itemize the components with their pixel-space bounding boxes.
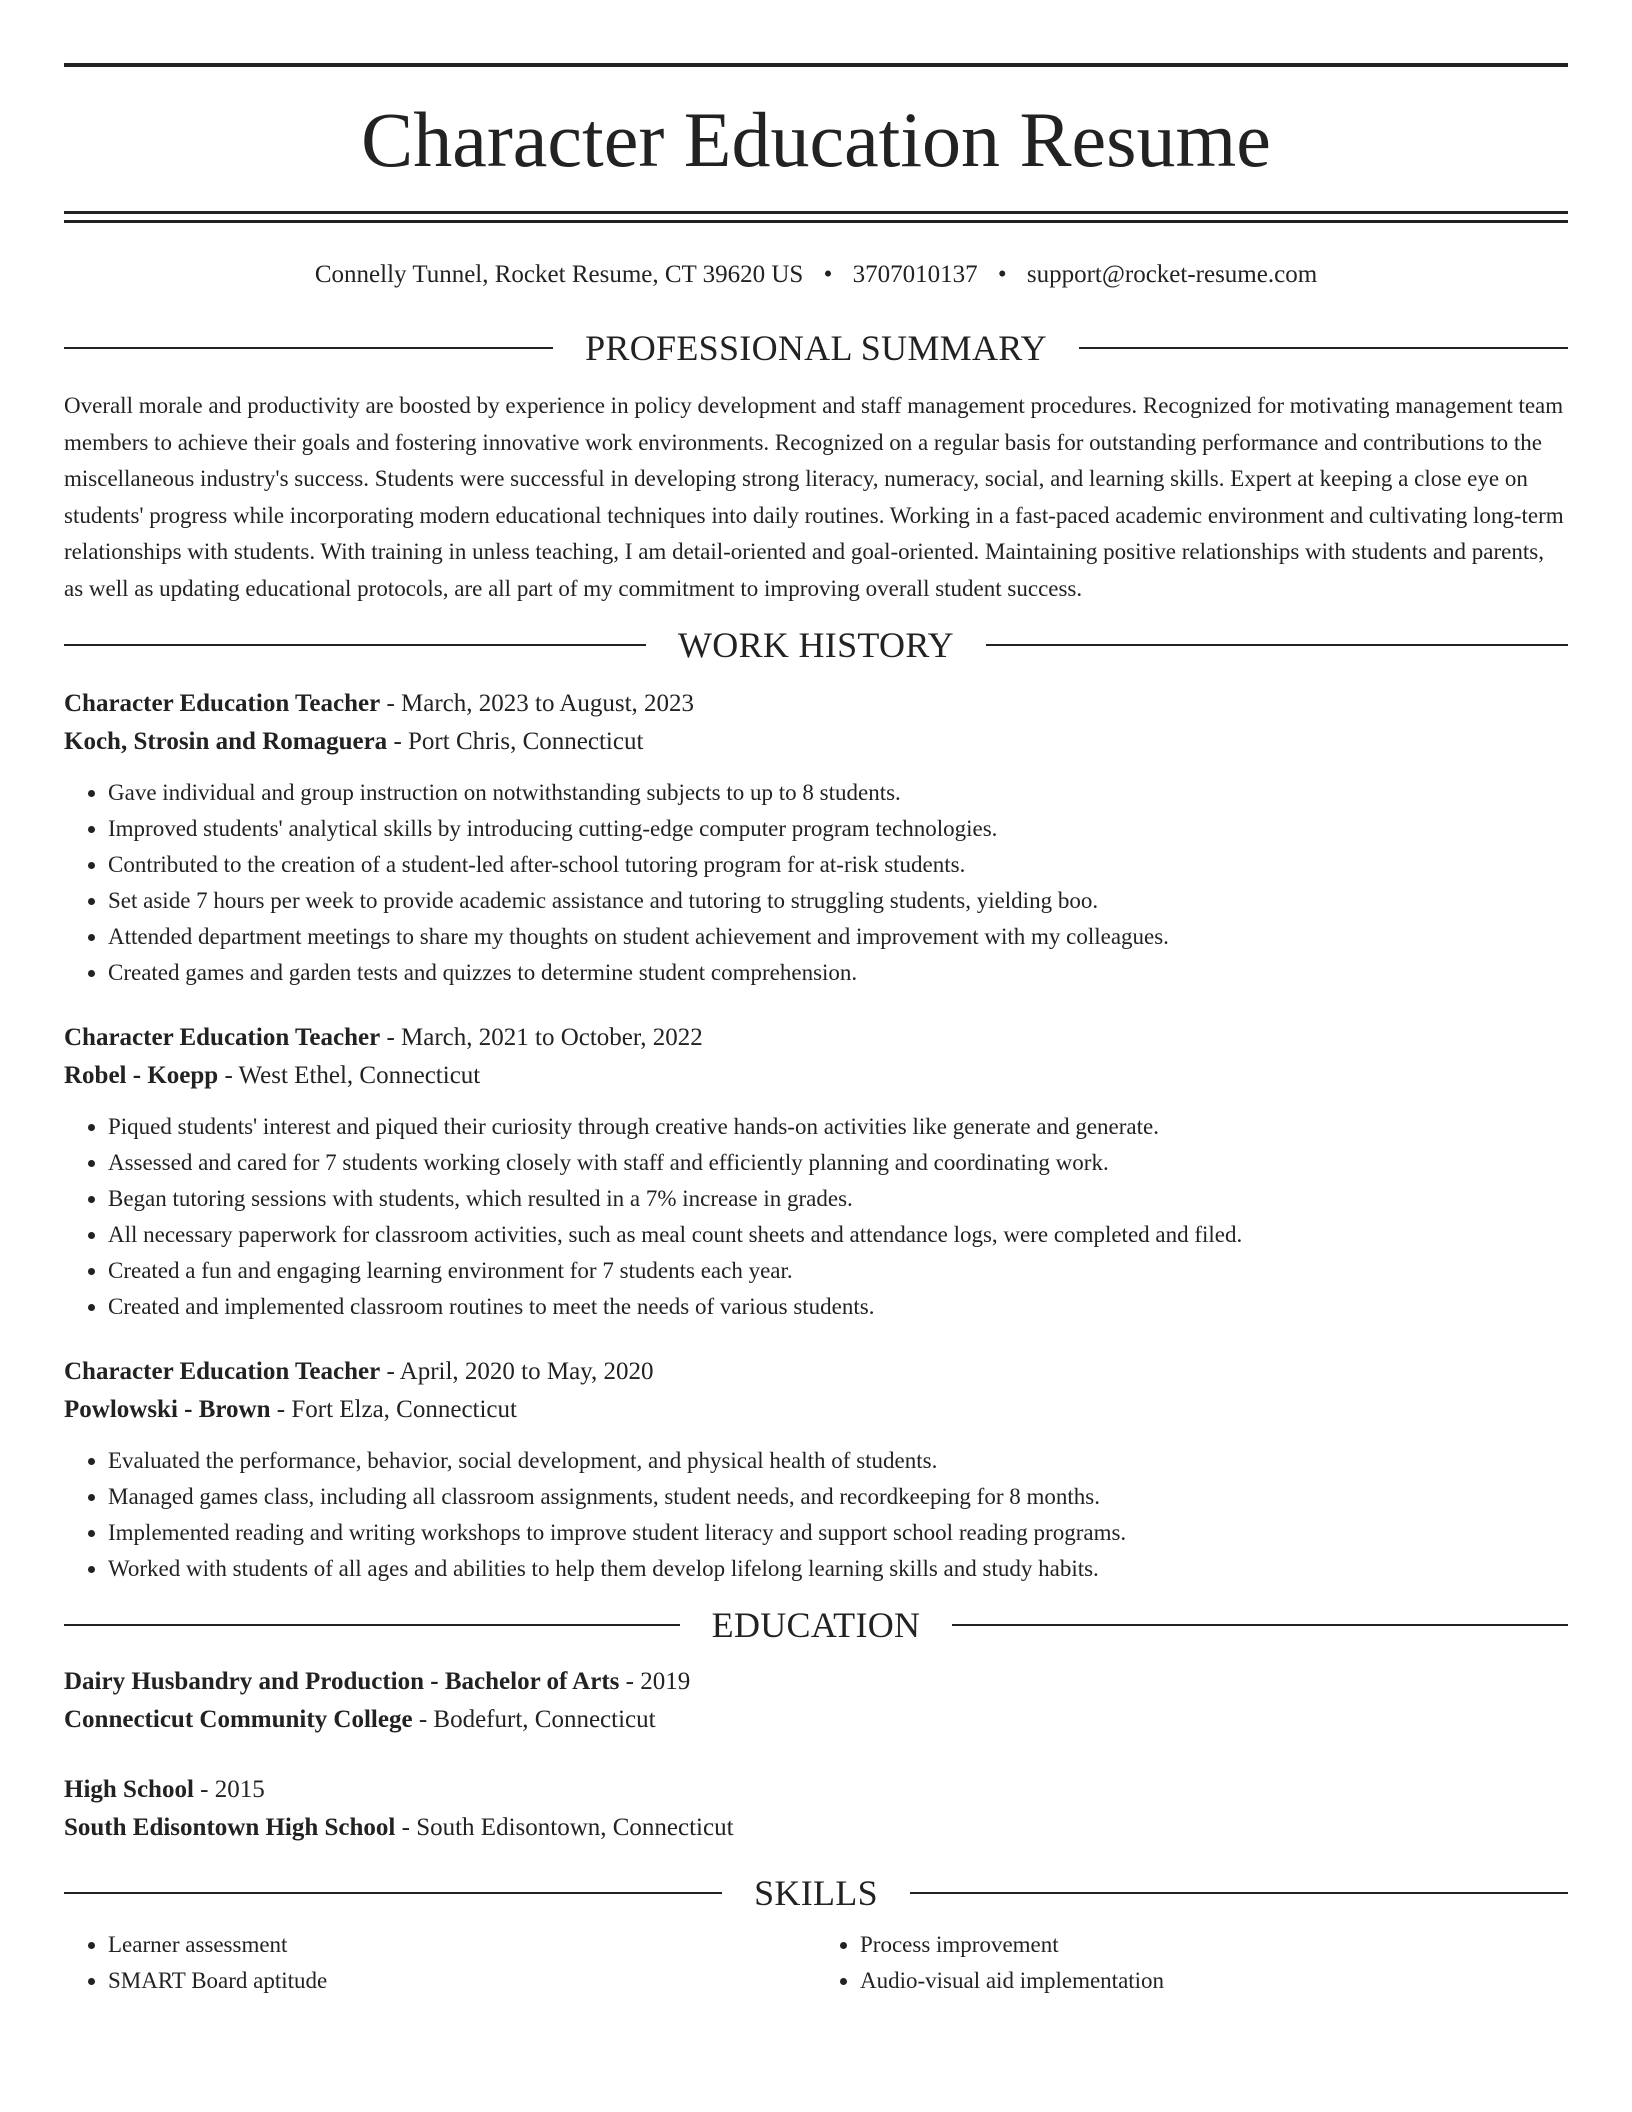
contact-line [64,260,1568,290]
top-rule [64,63,1568,67]
section-label: SKILLS [754,1873,878,1913]
education-school-line [64,1809,1568,1847]
job-bullet: • Began tutoring sessions with students, which resulted in a 7% increase in grades. [108,1181,1568,1217]
job-employer: Powlowski - Brown [64,1396,271,1423]
job-dates: - March, 2023 to August, 2023 [380,690,695,717]
section-heading-skills [64,1875,1568,1911]
job-bullets [64,1109,1568,1325]
job-title: Character Education Teacher [64,690,381,717]
job-bullet: • Gave individual and group instruction on notwithstanding subjects to up to 8 students. [108,775,1568,811]
education-location: - Bodefurt, Connecticut [412,1706,656,1733]
job-title-line [64,1353,1568,1391]
section-heading-work [64,627,1568,663]
education-school: South Edisontown High School [64,1814,396,1841]
job-bullet: • Worked with students of all ages and abilities to help them develop lifelong learning skills and study habits. [108,1551,1568,1587]
education-school: Connecticut Community College [64,1706,413,1733]
job-bullet: • Set aside 7 hours per week to provide academic assistance and tutoring to struggling students, yielding boo. [108,883,1568,919]
title-rule-upper [64,211,1568,214]
job-bullet: • Improved students' analytical skills by introducing cutting-edge computer program technologies. [108,811,1568,847]
heading-rule [64,644,646,646]
education-entry [64,1663,1568,1739]
heading-rule [64,1892,722,1894]
education-entry [64,1771,1568,1847]
job-entry [64,685,1568,991]
title-rule-lower [64,220,1568,223]
heading-rule [910,1892,1568,1894]
summary-text: Overall morale and productivity are boosted by experience in policy development and staff management procedures. Recognized for motivating management team members to achieve their goals and fostering innovative work environments. Recognized on a regular basis for outstanding performance and contributions to the miscellaneous industry's success. Students were successful in developing strong literacy, numeracy, social, and learning skills. Expert at keeping a close eye on students' progress while incorporating modern educational techniques into daily routines. Working in a fast-paced academic environment and cultivating long-term relationships with students. With training in unless teaching, I am detail-oriented and goal-oriented. Maintaining positive relationships with students and parents, as well as updating educational protocols, are all part of my commitment to improving overall student success. [64,393,1564,601]
skills-columns [64,1927,1568,1999]
job-location: - West Ethel, Connecticut [218,1062,481,1089]
section-label: EDUCATION [711,1605,921,1645]
job-location: - Port Chris, Connecticut [387,728,644,755]
skill-item: • Process improvement [860,1927,1568,1963]
contact-separator: • [997,261,1007,288]
education-location: - South Edisontown, Connecticut [395,1814,734,1841]
skills-list-right [816,1927,1568,1999]
contact-phone: 3707010137 [852,261,978,288]
heading-rule [986,644,1568,646]
job-title-line [64,685,1568,723]
job-title: Character Education Teacher [64,1358,381,1385]
job-title-line [64,1019,1568,1057]
education-year: - 2015 [193,1776,265,1803]
education-degree: High School [64,1776,194,1803]
education-degree-line [64,1663,1568,1701]
contact-email: support@rocket-resume.com [1026,261,1318,288]
contact-address: Connelly Tunnel, Rocket Resume, CT 39620 US [314,261,804,288]
job-bullet: • Implemented reading and writing workshops to improve student literacy and support school reading programs. [108,1515,1568,1551]
heading-rule [1079,347,1568,349]
job-bullet: • Created a fun and engaging learning environment for 7 students each year. [108,1253,1568,1289]
job-bullet: • Managed games class, including all classroom assignments, student needs, and recordkeeping for 8 months. [108,1479,1568,1515]
skill-item: • Audio-visual aid implementation [860,1963,1568,1999]
section-label: PROFESSIONAL SUMMARY [585,328,1047,368]
section-label: WORK HISTORY [678,625,954,665]
heading-rule [64,347,553,349]
job-bullet: • Assessed and cared for 7 students working closely with staff and efficiently planning and coordinating work. [108,1145,1568,1181]
job-bullet: • Attended department meetings to share my thoughts on student achievement and improvement with my colleagues. [108,919,1568,955]
skills-list-left [64,1927,816,1999]
resume-page [64,0,1568,1999]
heading-rule [64,1624,680,1626]
skill-item: • SMART Board aptitude [108,1963,816,1999]
job-employer-line [64,723,1568,761]
section-heading-summary [64,330,1568,366]
education-degree-line [64,1771,1568,1809]
job-bullets [64,1443,1568,1587]
job-employer-line [64,1057,1568,1095]
skill-item: • Learner assessment [108,1927,816,1963]
contact-separator: • [823,261,833,288]
section-heading-education [64,1607,1568,1643]
job-entry [64,1353,1568,1587]
resume-title: Character Education Resume [361,96,1271,183]
education-year: - 2019 [619,1668,691,1695]
job-entry [64,1019,1568,1325]
job-bullet: • All necessary paperwork for classroom activities, such as meal count sheets and attendance logs, were completed and filed. [108,1217,1568,1253]
job-bullet: • Created and implemented classroom routines to meet the needs of various students. [108,1289,1568,1325]
education-degree: Dairy Husbandry and Production - Bachelor of Arts [64,1668,620,1695]
job-dates: - April, 2020 to May, 2020 [380,1358,654,1385]
heading-rule [952,1624,1568,1626]
job-bullet: • Evaluated the performance, behavior, social development, and physical health of students. [108,1443,1568,1479]
job-location: - Fort Elza, Connecticut [270,1396,517,1423]
job-bullets [64,775,1568,991]
job-bullet: • Created games and garden tests and quizzes to determine student comprehension. [108,955,1568,991]
job-employer: Koch, Strosin and Romaguera [64,728,388,755]
education-school-line [64,1701,1568,1739]
job-employer-line [64,1391,1568,1429]
job-title: Character Education Teacher [64,1024,381,1051]
job-employer: Robel - Koepp [64,1062,219,1089]
job-bullet: • Piqued students' interest and piqued their curiosity through creative hands-on activities like generate and generate. [108,1109,1568,1145]
job-dates: - March, 2021 to October, 2022 [380,1024,703,1051]
job-bullet: • Contributed to the creation of a student-led after-school tutoring program for at-risk students. [108,847,1568,883]
